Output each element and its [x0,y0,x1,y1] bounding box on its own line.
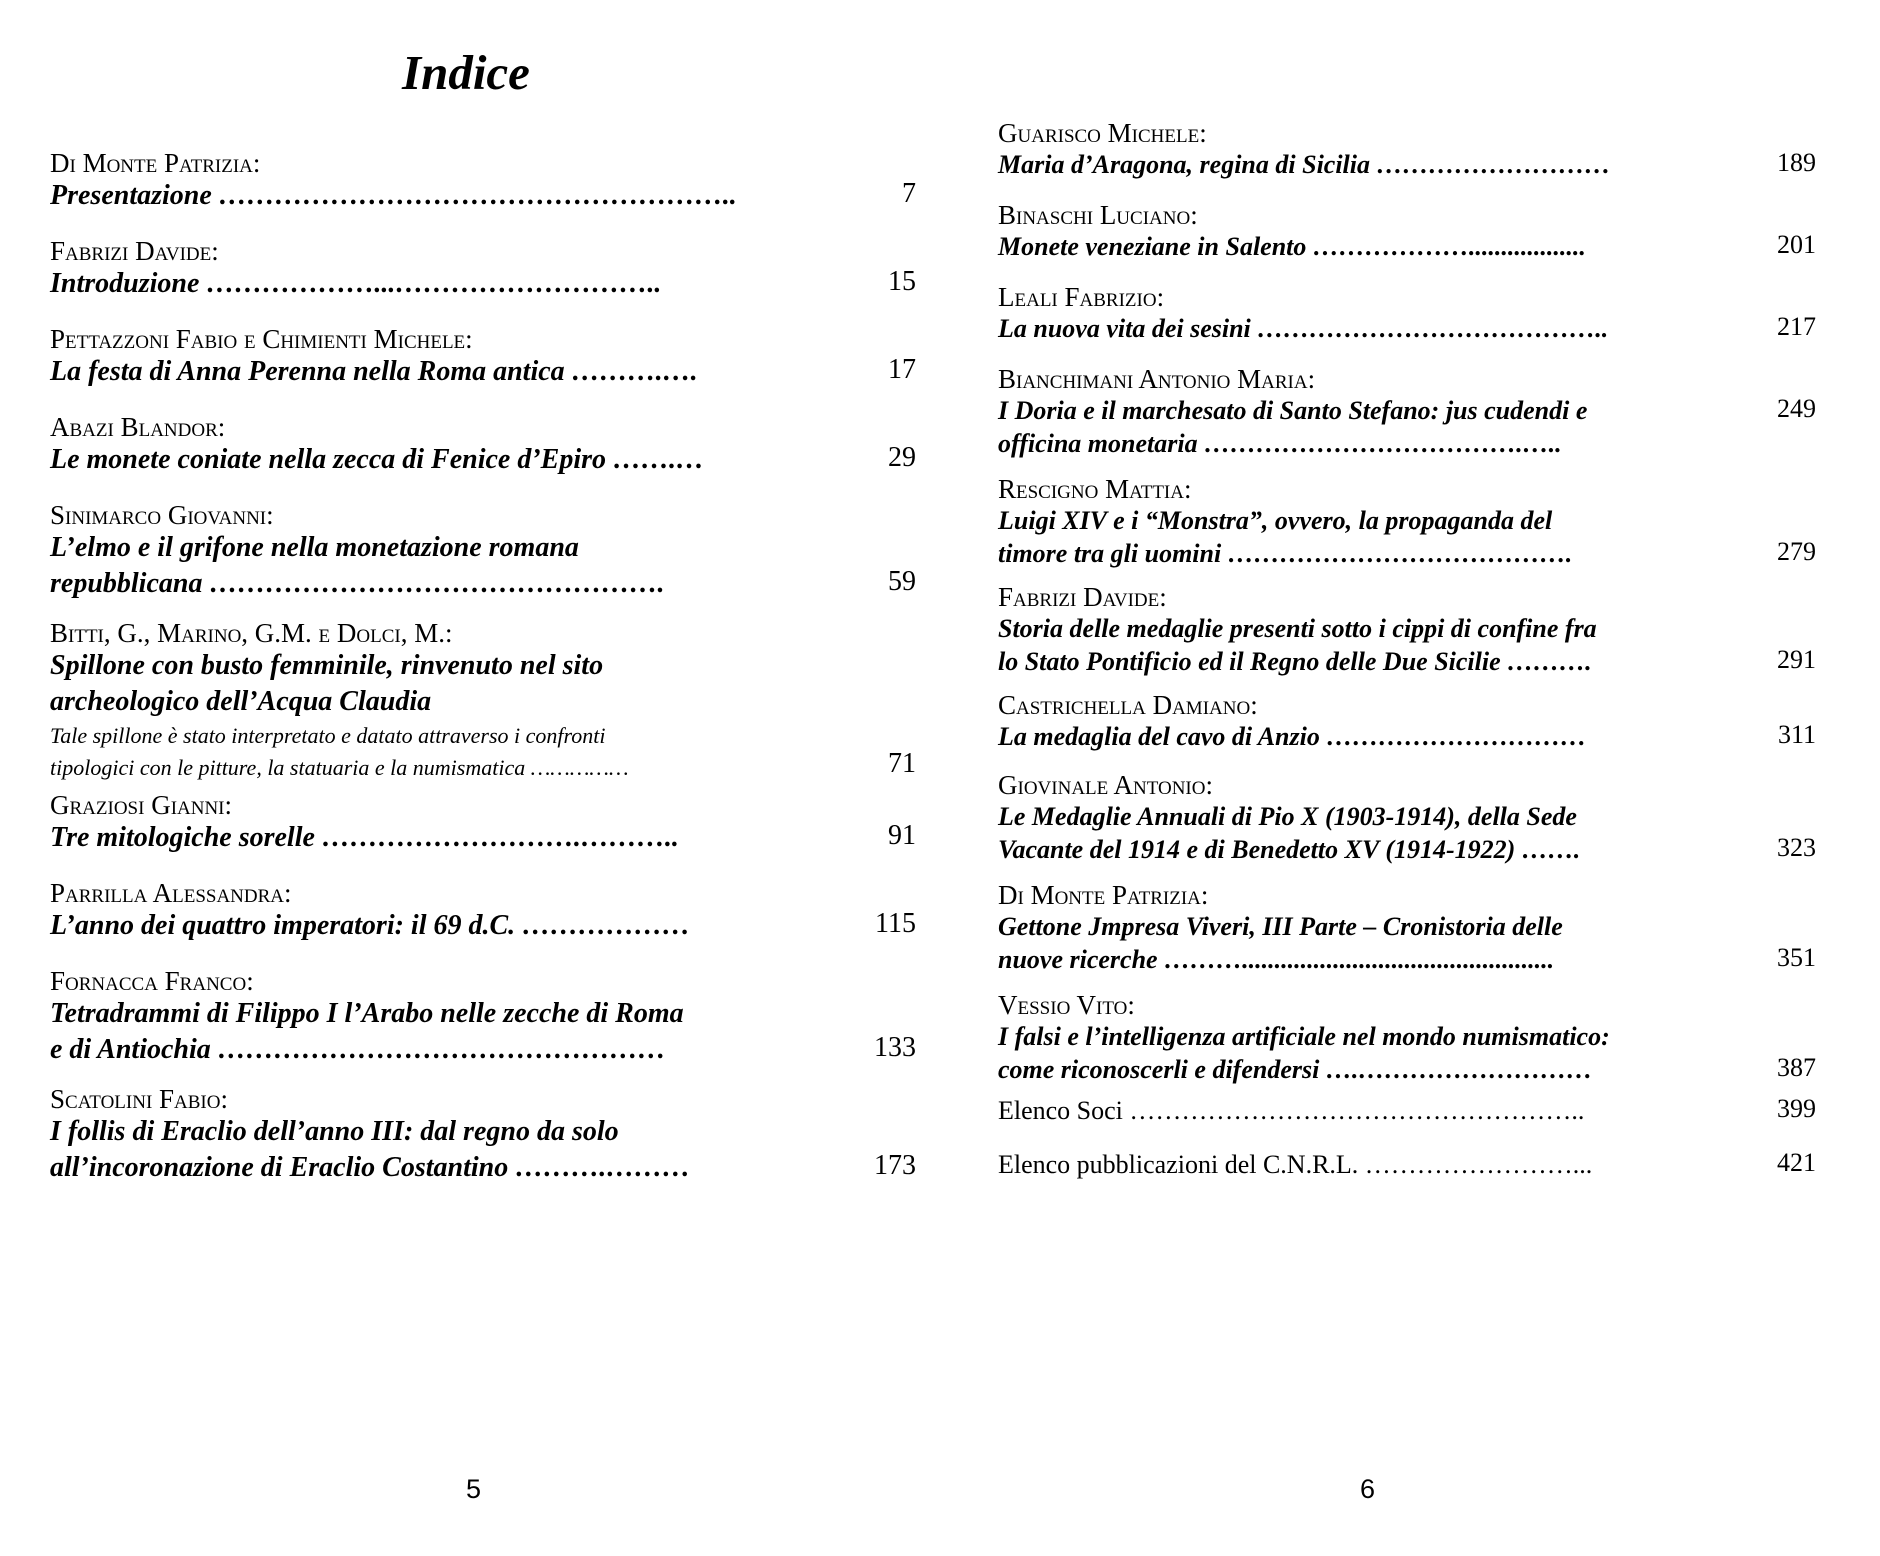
entry-title [50,820,916,856]
toc-entry [50,148,916,214]
entry-title-line: L’elmo e il grifone nella monetazione romana [50,532,579,563]
toc-entry [50,324,916,390]
toc-entry [50,412,916,478]
entry-page-number: 421 [1777,1148,1816,1177]
entry-author: Scatolini Fabio: [50,1084,228,1114]
entry-title [50,442,916,478]
entry-title [998,312,1816,345]
toc-entry [50,500,916,602]
entry-author: Rescigno Mattia: [998,474,1192,504]
toc-entry [998,880,1816,976]
entry-title-line: Presentazione ……………………………………………….. 7 [50,178,916,211]
entry-page-number: 311 [1777,720,1816,749]
entry-page-number: 399 [1777,1094,1816,1123]
entry-title [50,1114,916,1186]
entry-page-number: 115 [875,908,916,939]
entry-title-line: I falsi e l’intelligenza artificiale nel mondo numismatico: [998,1022,1610,1051]
entry-author: Leali Fabrizio: [998,282,1165,312]
entry-title [50,266,916,302]
toc-entry [50,236,916,302]
entry-author: Bitti, G., Marino, G.M. e Dolci, M.: [50,618,453,648]
entry-title [998,1148,1816,1181]
toc-entry [50,966,916,1068]
entry-author: Vessio Vito: [998,990,1135,1020]
entry-title [998,720,1816,753]
toc-entry [998,282,1816,345]
entry-title [50,530,916,602]
entry-page-number: 387 [1777,1053,1816,1082]
entry-title-line: Tetradrammi di Filippo I l’Arabo nelle zecche di Roma [50,998,684,1029]
index-title: Indice [402,45,530,100]
entry-title-line: Tre mitologiche sorelle ……………………….……….. 91 [50,820,916,853]
entry-author: Binaschi Luciano: [998,200,1198,230]
entry-author: Parrilla Alessandra: [50,878,292,908]
toc-entry [998,1148,1816,1181]
entry-title-line: officina monetaria ……………………………….….. [998,429,1562,458]
entry-title-line: La festa di Anna Perenna nella Roma antica ……….…. 17 [50,354,916,387]
toc-entry [998,582,1816,678]
toc-entry [998,474,1816,570]
entry-title-line: Maria d’Aragona, regina di Sicilia ……………………… 189 [998,148,1816,179]
entry-author: Bianchimani Antonio Maria: [998,364,1316,394]
entry-page-number: 249 [1777,394,1816,423]
entry-author: Di Monte Patrizia: [50,148,261,178]
entry-page-number: 15 [888,266,916,297]
entry-title [50,178,916,214]
toc-entry [50,618,916,784]
entry-page-number: 71 [888,748,916,779]
entry-title-line: archeologico dell’Acqua Claudia [50,686,432,717]
entry-author: Fabrizi Davide: [50,236,219,266]
toc-entry [50,878,916,944]
entry-title-line: e di Antiochia ………………………………………… 133 [50,1032,916,1065]
toc-entry [50,790,916,856]
entry-title-line: La medaglia del cavo di Anzio ………………………… 311 [998,720,1816,751]
entry-title-line: La nuova vita dei sesini ………………………………….. 217 [998,312,1816,343]
right-page-number: 6 [1360,1474,1376,1504]
entry-title-line: Le Medaglie Annuali di Pio X (1903-1914), della Sede [998,802,1577,831]
entry-title-line: Storia delle medaglie presenti sotto i cippi di confine fra [998,614,1597,643]
toc-entry [998,118,1816,181]
entry-author: Abazi Blandor: [50,412,226,442]
entry-page-number: 133 [874,1032,916,1063]
entry-title-line: repubblicana …………………………………………. 59 [50,566,916,599]
entry-page-number: 201 [1777,230,1816,259]
entry-title [998,612,1816,678]
entry-title [50,648,916,784]
entry-title-line: Introduzione ………………...……………………….. 15 [50,266,916,299]
entry-title [998,910,1816,976]
entry-author: Giovinale Antonio: [998,770,1213,800]
entry-title [998,394,1816,460]
entry-title-line: come riconoscerli e difendersi ….……………………… 387 [998,1053,1816,1084]
entry-author: Fornacca Franco: [50,966,254,996]
entry-title-line: all’incoronazione di Eraclio Costantino ……….……… 173 [50,1150,916,1183]
entry-author: Fabrizi Davide: [998,582,1167,612]
entry-page-number: 59 [888,566,916,597]
entry-page-number: 29 [888,442,916,473]
entry-page-number: 279 [1777,537,1816,566]
toc-entry [998,364,1816,460]
toc-entry [998,990,1816,1086]
entry-page-number: 7 [902,178,916,209]
entry-title-line: Elenco Soci …………………………………………….. 399 [998,1094,1816,1125]
entry-title [998,504,1816,570]
entry-title [50,908,916,944]
entry-title [998,1094,1816,1127]
entry-note-line: tipologici con le pitture, la statuaria e la numismatica …………… 71 [50,748,916,780]
entry-author: Guarisco Michele: [998,118,1207,148]
entry-title-line: Le monete coniate nella zecca di Fenice d’Epiro …….… 29 [50,442,916,475]
entry-title [50,996,916,1068]
entry-title-line: I follis di Eraclio dell’anno III: dal regno da solo [50,1116,619,1147]
entry-title-line: Gettone Jmpresa Viveri, III Parte – Cronistoria delle [998,912,1563,941]
entry-title-line: I Doria e il marchesato di Santo Stefano: jus cudendi e 249 [998,394,1816,425]
toc-entry [998,690,1816,753]
entry-page-number: 323 [1777,833,1816,862]
entry-page-number: 291 [1777,645,1816,674]
entry-title-line: L’anno dei quattro imperatori: il 69 d.C. ……………… 115 [50,908,916,941]
entry-title-line: Elenco pubblicazioni del C.N.R.L. ……………………... 421 [998,1148,1816,1179]
entry-author: Castrichella Damiano: [998,690,1258,720]
entry-author: Pettazzoni Fabio e Chimienti Michele: [50,324,473,354]
entry-page-number: 173 [874,1150,916,1181]
entry-title-line: timore tra gli uomini …………………………………. 279 [998,537,1816,568]
toc-entry [50,1084,916,1186]
entry-title [998,1020,1816,1086]
right-page [940,0,1880,1556]
entry-title-line: Monete veneziane in Salento ……………….................. 201 [998,230,1816,261]
toc-entry [998,200,1816,263]
entry-page-number: 17 [888,354,916,385]
entry-title-line: Vacante del 1914 e di Benedetto XV (1914-1922) ……. 323 [998,833,1816,864]
toc-entry [998,1094,1816,1127]
entry-title-line: Spillone con busto femminile, rinvenuto nel sito [50,650,604,681]
entry-page-number: 351 [1777,943,1816,972]
entry-author: Sinimarco Giovanni: [50,500,274,530]
entry-title-line: lo Stato Pontificio ed il Regno delle Due Sicilie ………. 291 [998,645,1816,676]
entry-page-number: 217 [1777,312,1816,341]
entry-title-line: Luigi XIV e i “Monstra”, ovvero, la propaganda del [998,506,1553,535]
entry-note-line: Tale spillone è stato interpretato e datato attraverso i confronti [50,723,606,748]
entry-title [998,148,1816,181]
toc-entry [998,770,1816,866]
entry-title-line: nuove ricerche ………................................................ 351 [998,943,1816,974]
entry-title [50,354,916,390]
entry-page-number: 91 [888,820,916,851]
entry-author: Graziosi Gianni: [50,790,233,820]
left-page-number: 5 [466,1474,482,1504]
entry-title [998,230,1816,263]
entry-title [998,800,1816,866]
entry-page-number: 189 [1777,148,1816,177]
entry-author: Di Monte Patrizia: [998,880,1209,910]
